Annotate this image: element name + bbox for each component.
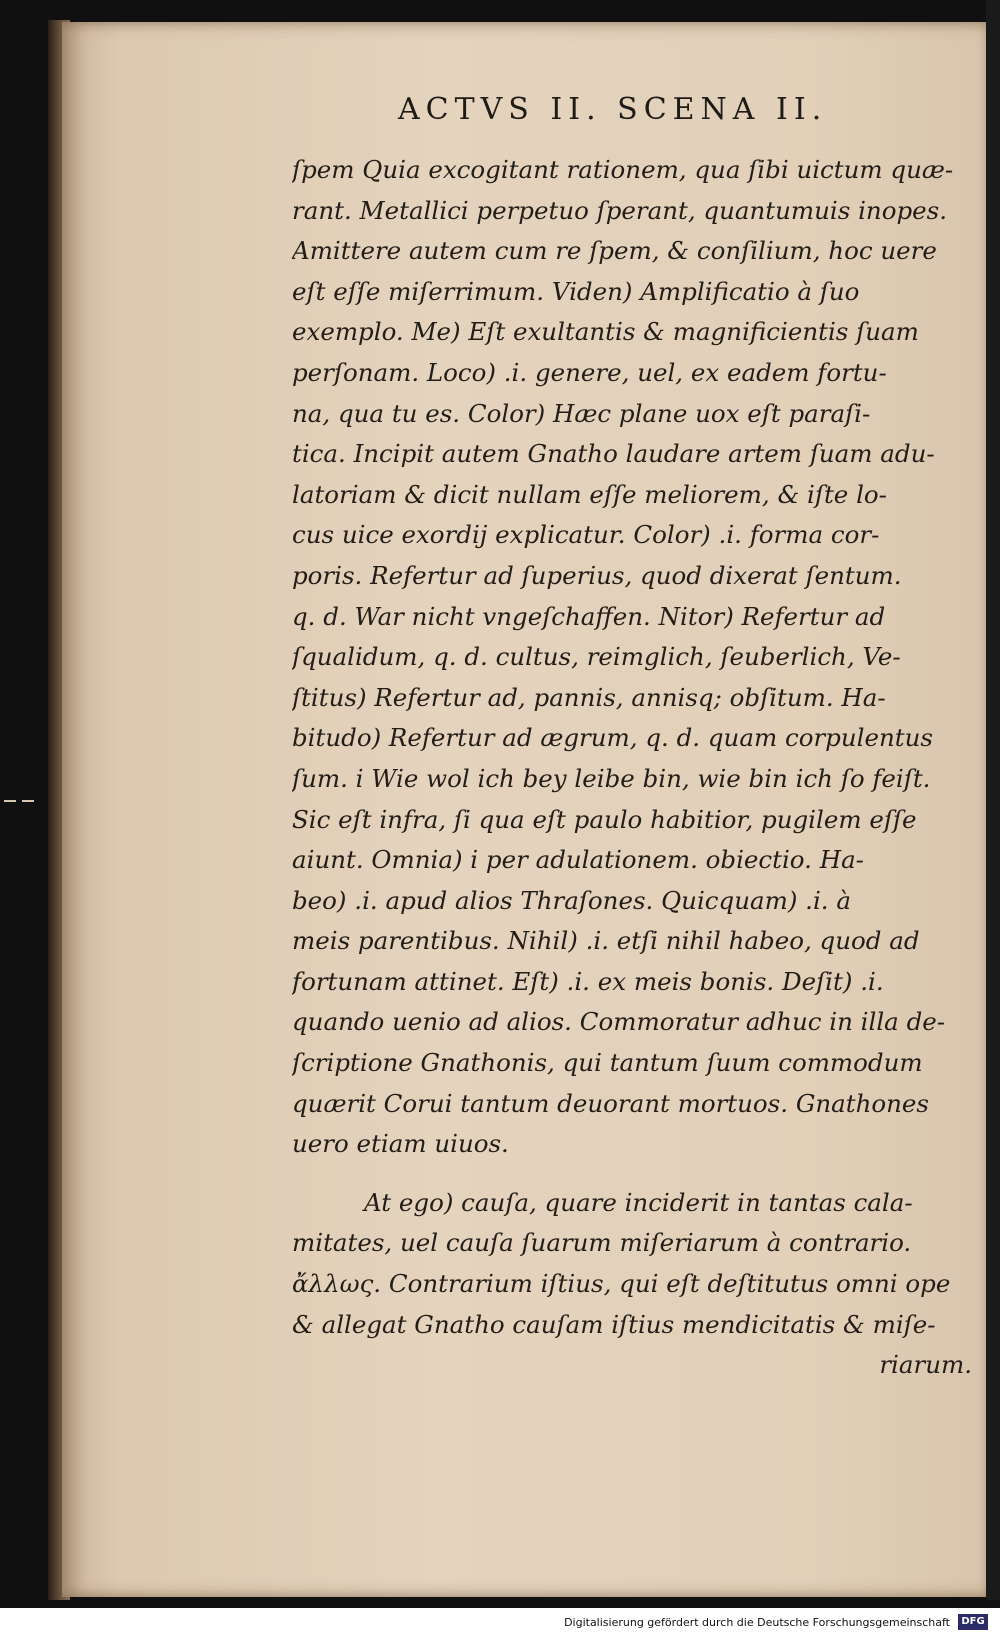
paragraph-gap — [292, 1165, 982, 1183]
text-line: na, qua tu es. Color) Hæc plane uox eſt paraſi- — [292, 398, 871, 428]
text-line: quando uenio ad alios. Commoratur adhuc in illa de- — [292, 1007, 946, 1037]
running-header: ACTVS II. SCENA II. — [398, 92, 828, 127]
text-line: meis parentibus. Nihil) .i. etſi nihil habeo, quod ad — [292, 926, 920, 956]
text-line: mitates, uel cauſa ſuarum miſeriarum à contrario. — [292, 1228, 912, 1258]
text-line: fortunam attinet. Eſt) .i. ex meis bonis. Deſit) .i. — [292, 966, 884, 996]
text-line: & allegat Gnatho cauſam iſtius mendicitatis & miſe- — [292, 1309, 936, 1339]
footer-credit: Digitalisierung gefördert durch die Deutsche Forschungsgemeinschaft — [564, 1616, 950, 1629]
scan-right-edge — [986, 0, 1000, 1600]
text-line: ſpem Quia excogitant rationem, qua ſibi uictum quæ- — [292, 155, 954, 184]
gutter-mark — [4, 800, 16, 802]
text-line: latoriam & dicit nullam eſſe meliorem, & iſte lo- — [292, 479, 887, 509]
text-line: ἄλλως. Contrarium iſtius, qui eſt deſtitutus omni ope — [292, 1269, 951, 1299]
gutter-mark — [22, 800, 34, 802]
text-line: uero etiam uiuos. — [292, 1129, 509, 1159]
text-line: aiunt. Omnia) i per adulationem. obiectio. Ha- — [292, 845, 864, 875]
text-line: Sic eſt infra, ſi qua eſt paulo habitior, pugilem eſſe — [292, 804, 917, 834]
text-line: ſum. i Wie wol ich bey leibe bin, wie bin ich ſo feiſt. — [292, 763, 931, 793]
text-line: cus uice exordij explicatur. Color) .i. forma cor- — [292, 520, 880, 550]
text-line: Amittere autem cum re ſpem, & conſilium, hoc uere — [292, 236, 937, 266]
text-line: eſt eſſe miſerrimum. Viden) Amplificatio à ſuo — [292, 276, 860, 306]
dfg-logo: DFG — [958, 1614, 988, 1630]
text-line: ſcriptione Gnathonis, qui tantum ſuum commodum — [292, 1048, 923, 1078]
text-line: quærit Corui tantum deuorant mortuos. Gnathones — [292, 1088, 929, 1118]
text-line: bitudo) Refertur ad ægrum, q. d. quam corpulentus — [292, 723, 933, 753]
text-line: beo) .i. apud alios Thraſones. Quicquam) .i. à — [292, 885, 851, 915]
digitization-footer — [0, 1608, 1000, 1639]
text-line: ſtitus) Refertur ad, pannis, annisq; obſitum. Ha- — [292, 682, 886, 712]
text-line: poris. Refertur ad ſuperius, quod dixerat ſentum. — [292, 560, 902, 590]
text-line: exemplo. Me) Eſt exultantis & magnificientis ſuam — [292, 317, 919, 347]
text-line: rant. Metallici perpetuo ſperant, quantumuis inopes. — [292, 195, 948, 225]
text-line: q. d. War nicht vngeſchaffen. Nitor) Refertur ad — [292, 601, 886, 631]
page-text — [292, 150, 982, 1386]
text-line: tica. Incipit autem Gnatho laudare artem ſuam adu- — [292, 439, 935, 469]
text-line: At ego) cauſa, quare inciderit in tantas cala- — [364, 1187, 913, 1217]
text-line: ſqualidum, q. d. cultus, reimglich, ſeuberlich, Ve- — [292, 642, 901, 672]
text-line: perſonam. Loco) .i. genere, uel, ex eadem fortu- — [292, 357, 887, 387]
text-line: riarum. — [879, 1350, 972, 1380]
